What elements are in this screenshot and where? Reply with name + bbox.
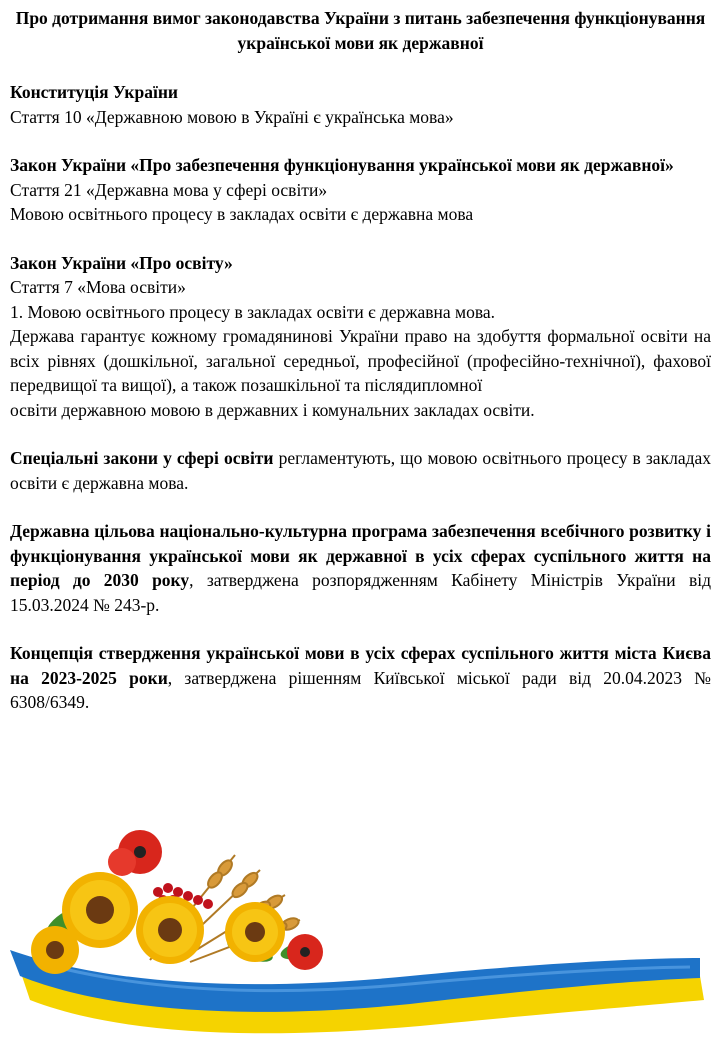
paragraph-text: , затверджена рішенням Київської міської ради від 20.04.2023 № 6308/6349.: [10, 667, 711, 712]
paragraph-text: регламентують, що мовою освітнього процесу в закладах освіти є державна мова.: [10, 448, 712, 493]
section-line: Стаття 10 «Державною мовою в Україні є українська мова»: [10, 106, 454, 127]
document-title: Про дотримання вимог законодавства України з питань забезпечення функціонування української мови як державної: [15, 8, 706, 53]
bold-lead: Концепція ствердження української мови в усіх сферах суспільного життя міста Києва на 2023-2025 роки: [10, 643, 711, 688]
poppy-icon: [108, 830, 323, 970]
section-special-laws: [10, 446, 711, 495]
section-heading: Закон України «Про освіту»: [10, 252, 233, 273]
section-paragraph: Держава гарантує кожному громадянинові України право на здобуття формальної освіти на всіх рівнях (дошкільної, загальної середньої, професійної (професійно-технічної), фахової передвищої та вищої), а також позашкільної та післядипломної: [10, 326, 711, 395]
bold-lead: Спеціальні закони у сфері освіти: [10, 448, 274, 468]
section-paragraph: [10, 446, 711, 495]
bold-lead: Державна цільова національно-культурна програма забезпечення всебічного розвитку і функціонування української мови як державної в усіх сферах суспільного життя на період до 2030 року: [10, 521, 711, 590]
section-constitution: [10, 80, 711, 129]
section-kyiv-concept: [10, 641, 711, 715]
section-state-program: [10, 519, 711, 617]
section-paragraph: [10, 641, 711, 715]
section-education-law: [10, 251, 711, 423]
sunflower-wheat-ribbon-illustration: [0, 800, 720, 1040]
section-heading: Конституція України: [10, 82, 179, 102]
section-heading: Закон України «Про забезпечення функціонування української мови як державної»: [10, 155, 674, 175]
section-line: 1. Мовою освітнього процесу в закладах освіти є державна мова.: [10, 301, 496, 322]
paragraph-text: , затверджена розпорядженням Кабінету Міністрів України від 15.03.2024 № 243-р.: [10, 570, 712, 615]
document-page: [10, 6, 711, 739]
section-paragraph: [10, 519, 711, 617]
section-language-law: [10, 153, 711, 227]
section-line: Стаття 7 «Мова освіти»: [10, 277, 186, 297]
section-line: освіти державною мовою в державних і комунальних закладах освіти.: [10, 399, 535, 420]
section-line: Мовою освітнього процесу в закладах освіти є державна мова: [10, 204, 474, 224]
section-line: Стаття 21 «Державна мова у сфері освіти»: [10, 179, 328, 200]
